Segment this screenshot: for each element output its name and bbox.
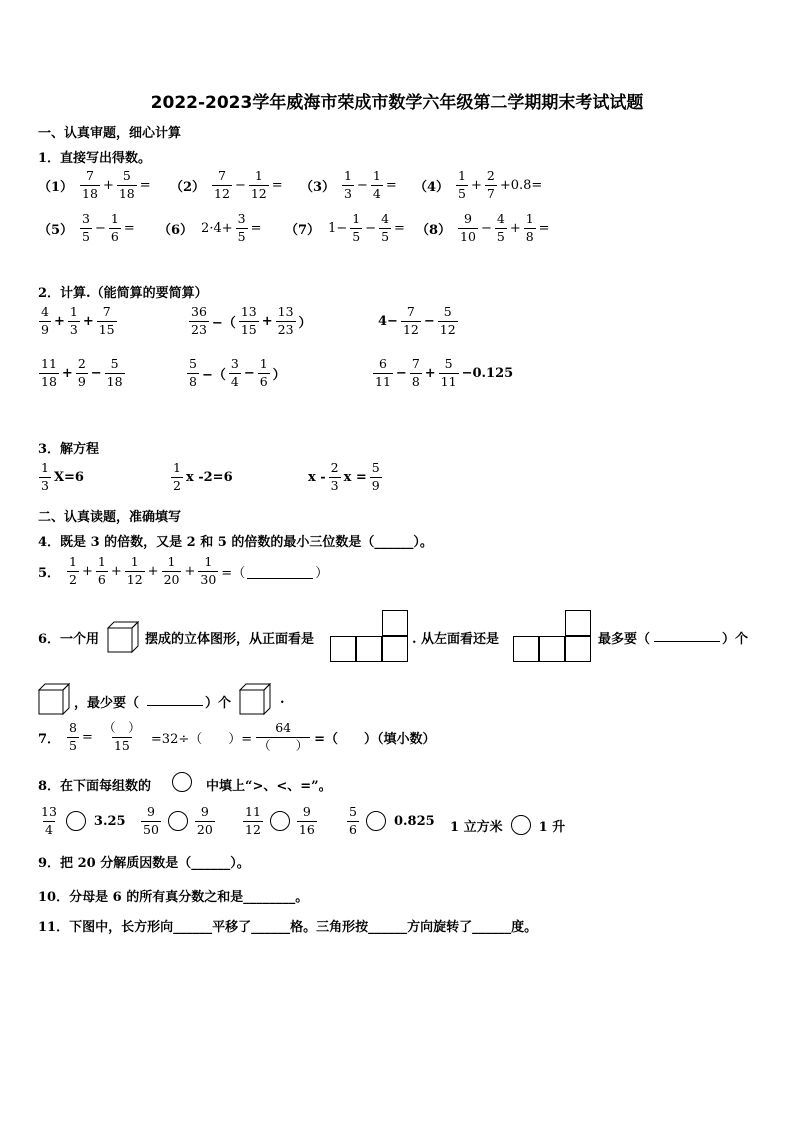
fraction: $\frac{9}{20}$ [196, 804, 213, 837]
q6-blank-max[interactable] [654, 641, 720, 642]
fraction: $\frac{3}{4}$ [230, 356, 239, 389]
math-text: + [424, 365, 436, 381]
fraction: $\frac{1}{3}$ [41, 460, 49, 493]
fraction: $\frac{5}{12}$ [439, 304, 456, 337]
q2-expression [372, 358, 515, 388]
math-text: −（ [211, 315, 236, 331]
q7-row [38, 722, 438, 752]
math-text: = [538, 220, 550, 236]
math-text: −（ [201, 367, 226, 383]
math-text: + [82, 563, 93, 579]
q6-part2: 摆成的立体图形，从正面看是 [145, 632, 315, 647]
fraction: $\frac{1}{3}$ [344, 168, 352, 201]
q10-text: 10．分母是 6 的所有真分数之和是________。 [38, 890, 309, 905]
fraction: $\frac{4}{9}$ [41, 304, 49, 337]
q6-part5: ）个 [722, 632, 749, 647]
fraction: $\frac{3}{5}$ [82, 211, 90, 244]
math-text: + [471, 177, 482, 193]
q3-equation [306, 462, 383, 492]
q9-text: 9．把 20 分解质因数是（______）。 [38, 856, 250, 871]
q8-label: 8．在下面每组数的 [38, 779, 152, 794]
math-text: + [82, 313, 94, 329]
q3-equation [38, 462, 86, 492]
fraction: $\frac{1}{4}$ [372, 168, 381, 201]
q1-item [416, 213, 552, 243]
math-text: = [82, 729, 93, 745]
math-text: （7） [285, 222, 321, 238]
compare-circle[interactable] [168, 811, 188, 831]
cube-icon [37, 682, 71, 716]
math-text: + [147, 563, 159, 579]
fraction: $\frac{1}{5}$ [352, 211, 361, 244]
compare-circle[interactable] [270, 811, 290, 831]
fraction: $\frac{4}{5}$ [381, 211, 390, 244]
math-text: x - [308, 469, 326, 485]
math-text: （6） [158, 222, 194, 238]
fraction: $\frac{64}{( )}$ [258, 720, 309, 753]
math-text: 1− [328, 220, 348, 236]
fraction: $\frac{7}{12}$ [214, 168, 230, 201]
math-text: − [90, 365, 102, 381]
fraction: $\frac{7}{8}$ [411, 356, 420, 389]
q2-expression [38, 358, 126, 388]
math-text: 2·4+ [201, 220, 233, 236]
fraction: $\frac{7}{18}$ [82, 168, 98, 201]
math-text: = [250, 220, 262, 236]
fraction: $\frac{3}{5}$ [237, 211, 246, 244]
q4-text: 4．既是 3 的倍数，又是 2 和 5 的倍数的最小三位数是（______）。 [38, 535, 433, 550]
q5-row [38, 556, 330, 586]
q6-part1: 6．一个用 [38, 632, 100, 647]
math-text: ） [272, 367, 286, 383]
math-text: 1 立方米 [450, 819, 503, 835]
math-text: − [243, 365, 255, 381]
math-text: + [53, 313, 65, 329]
fraction: $\frac{1}{3}$ [69, 304, 78, 337]
q2-label: 2．计算.（能简算的要简算） [38, 286, 208, 301]
cube-icon [238, 682, 272, 716]
q6-blank-min[interactable] [147, 705, 203, 706]
math-text: +0.8= [499, 177, 543, 193]
q1-item [170, 170, 285, 200]
fraction: $\frac{9}{16}$ [298, 804, 315, 837]
q1-item [38, 170, 153, 200]
math-text: 1 升 [538, 819, 566, 835]
section-1-heading: 一、认真审题，细心计算 [38, 126, 182, 141]
math-text: x -2=6 [185, 469, 233, 485]
math-text: = [394, 220, 405, 236]
q8-group [38, 806, 128, 836]
math-text: + [110, 563, 122, 579]
fraction: $\frac{1}{8}$ [525, 211, 534, 244]
math-text: （3） [300, 179, 336, 195]
q1-item [158, 213, 263, 243]
page-title: 2022-2023学年威海市荣成市数学六年级第二学期期末考试试题 [150, 93, 644, 113]
q6-part8: . [280, 692, 285, 707]
q8-group [346, 806, 437, 836]
q6-part4: 最多要（ [598, 632, 651, 647]
fraction: $\frac{1}{20}$ [163, 554, 180, 587]
fraction: $\frac{13}{23}$ [277, 304, 294, 337]
fraction: $\frac{7}{15}$ [98, 304, 115, 337]
fraction: $\frac{1}{12}$ [126, 554, 143, 587]
fraction: $\frac{5}{9}$ [371, 460, 380, 493]
math-text: 3.25 [93, 813, 126, 829]
fraction: $\frac{1}{2}$ [69, 554, 77, 587]
fraction: $\frac{13}{4}$ [41, 804, 57, 837]
q3-equation [170, 462, 235, 492]
fraction: $\frac{4}{5}$ [496, 211, 505, 244]
math-text: （4） [414, 179, 450, 195]
math-text: （1） [38, 179, 74, 195]
q2-expression [38, 306, 118, 336]
fraction: $\frac{5}{18}$ [106, 356, 123, 389]
math-text: −0.125 [461, 365, 514, 381]
q1-item [414, 170, 544, 200]
fraction: $\frac{5}{11}$ [440, 356, 457, 389]
compare-circle[interactable] [66, 811, 86, 831]
math-text: − [480, 220, 492, 236]
fraction: $\frac{5}{8}$ [189, 356, 197, 389]
math-text: 7． [38, 731, 61, 747]
q3-label: 3．解方程 [38, 442, 100, 457]
fraction: $\frac{13}{15}$ [240, 304, 257, 337]
math-text: − [365, 220, 377, 236]
fraction: $\frac{( )}{15}$ [103, 720, 141, 753]
fraction: $\frac{1}{6}$ [97, 554, 106, 587]
fraction: $\frac{5}{18}$ [118, 168, 135, 201]
math-text: ） [298, 315, 312, 331]
math-text: （2） [170, 179, 206, 195]
q2-expression [376, 306, 459, 336]
math-text: x = [343, 469, 367, 485]
math-text: =（ [221, 565, 246, 581]
math-text: − [395, 365, 407, 381]
fraction: $\frac{7}{12}$ [402, 304, 419, 337]
section-2-heading: 二、认真读题，准确填写 [38, 510, 182, 525]
fraction: $\frac{1}{30}$ [200, 554, 217, 587]
q2-expression [186, 358, 288, 388]
q1-label: 1．直接写出得数。 [38, 151, 152, 166]
math-text: + [61, 365, 73, 381]
math-text: − [234, 177, 246, 193]
math-text: = [123, 220, 135, 236]
q8-label2: 中填上“>、<、=”。 [206, 779, 332, 794]
math-text: + [509, 220, 521, 236]
math-text: − [357, 177, 368, 193]
q1-item [300, 170, 399, 200]
math-text: = [271, 177, 283, 193]
math-text: （8） [416, 222, 452, 238]
math-text: 0.825 [393, 813, 435, 829]
q6-part7: ）个 [205, 696, 232, 711]
math-text: X=6 [53, 469, 84, 485]
fraction: $\frac{6}{11}$ [375, 356, 391, 389]
fraction: $\frac{1}{6}$ [259, 356, 268, 389]
fraction: $\frac{11}{18}$ [41, 356, 57, 389]
q11-text: 11．下图中，长方形向______平移了______格。三角形按______方向旋转了______度。 [38, 920, 538, 935]
fraction: $\frac{11}{12}$ [245, 804, 261, 837]
fraction: $\frac{8}{5}$ [69, 720, 77, 753]
math-text: = [385, 177, 397, 193]
math-text: − [95, 220, 106, 236]
fraction: $\frac{2}{9}$ [77, 356, 86, 389]
q5-answer-blank[interactable] [247, 564, 313, 579]
fraction: $\frac{2}{3}$ [330, 460, 339, 493]
math-text: 4− [378, 313, 398, 329]
fraction: $\frac{1}{12}$ [250, 168, 267, 201]
fraction: $\frac{1}{2}$ [173, 460, 181, 493]
q1-item [38, 213, 137, 243]
compare-circle[interactable] [172, 772, 192, 792]
fraction: $\frac{1}{5}$ [458, 168, 466, 201]
compare-circle[interactable] [511, 815, 531, 835]
q8-group [242, 806, 318, 836]
math-text: =（ ）（填小数） [314, 731, 436, 747]
math-text: + [184, 563, 196, 579]
q1-item [285, 213, 407, 243]
compare-circle[interactable] [366, 811, 386, 831]
math-text: + [102, 177, 114, 193]
fraction: $\frac{9}{50}$ [143, 804, 159, 837]
math-text: − [423, 313, 435, 329]
math-text: =32÷（ ）= [150, 731, 253, 747]
q8-group [448, 815, 567, 835]
math-text: 5． [38, 565, 61, 581]
fraction: $\frac{9}{10}$ [460, 211, 476, 244]
fraction: $\frac{5}{6}$ [349, 804, 357, 837]
q6-part6: ，最少要（ [74, 696, 140, 711]
math-text: ） [315, 565, 329, 581]
math-text: = [139, 177, 151, 193]
math-text: + [261, 313, 273, 329]
q6-part3: . 从左面看还是 [412, 632, 500, 647]
fraction: $\frac{36}{23}$ [191, 304, 207, 337]
fraction: $\frac{1}{6}$ [110, 211, 119, 244]
q8-group [140, 806, 216, 836]
math-text: （5） [38, 222, 74, 238]
q2-expression [188, 306, 314, 336]
cube-icon [106, 620, 140, 654]
fraction: $\frac{2}{7}$ [486, 168, 495, 201]
